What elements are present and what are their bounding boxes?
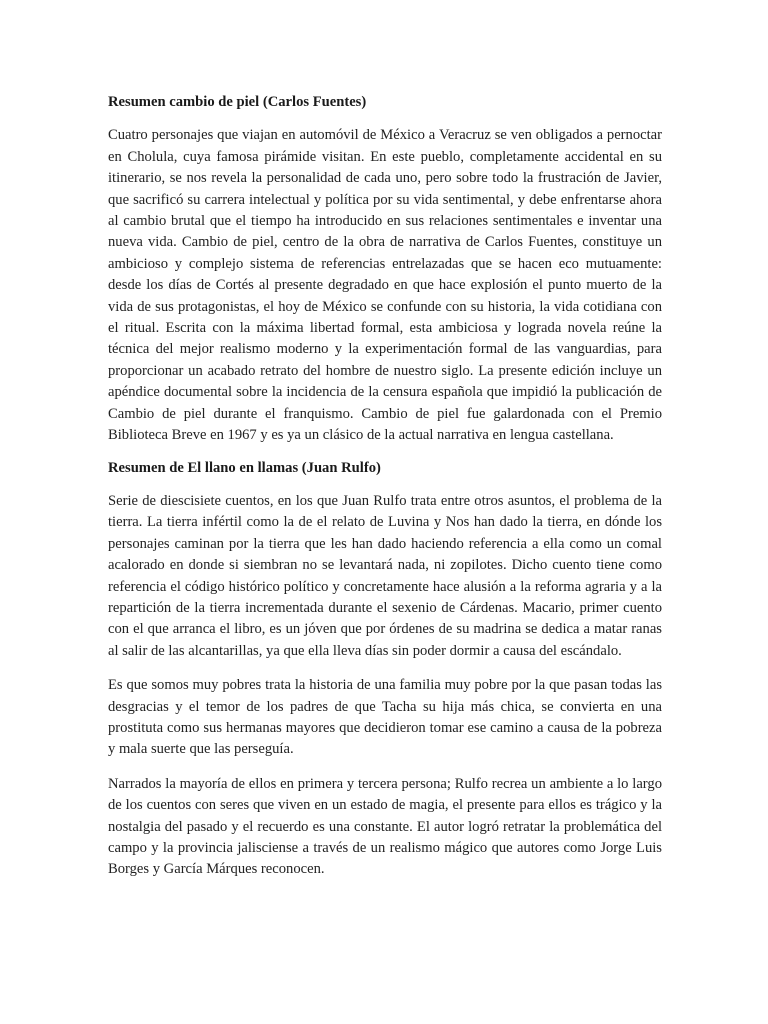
paragraph: Narrados la mayoría de ellos en primera y tercera persona; Rulfo recrea un ambiente a lo largo de los cuentos con seres que viven en un estado de magia, el presente para ellos es trágico y la nostalgia del pasado y el recuerdo es una constante. El autor logró retratar la problemática del campo y la provincia jalisciense a través de un realismo mágico que autores como Jorge Luis Borges y García Márques reconocen. (108, 775, 662, 878)
section-title: Resumen cambio de piel (Carlos Fuentes) (108, 94, 367, 110)
section-el-llano-en-llamas (108, 458, 662, 881)
section-title: Resumen de El llano en llamas (Juan Rulfo) (108, 459, 381, 476)
paragraph: Cuatro personajes que viajan en automóvil de México a Veracruz se ven obligados a pernoctar en Cholula, cuya famosa pirámide visitan. En este pueblo, completamente accidental en su itinerario, se nos revela la personalidad de cada uno, pero sobre todo la frustración de Javier, que sacrificó su carrera intelectual y política por su vida sentimental, y debe enfrentarse ahora al cambio brutal que el tiempo ha introducido en sus relaciones sentimentales e inventar una nueva vida. Cambio de piel, centro de la obra de narrativa de Carlos Fuentes, constituye un ambicioso y complejo sistema de referencias entrelazadas que se hacen eco mutuamente: desde los días de Cortés al presente degradado en que hace explosión el punto muerto de la vida de sus protagonistas, el hoy de México se confunde con su historia, la vida cotidiana con el ritual. Escrita con la máxima libertad formal, esta ambiciosa y lograda novela reúne la técnica del mejor realismo moderno y la experimentación formal de las vanguardias, para proporcionar un acabado retrato del hombre de nuestro siglo. La presente edición incluye un apéndice documental sobre la incidencia de la censura española que impidió la publicación de Cambio de piel durante el franquismo. Cambio de piel fue galardonada con el Premio Biblioteca Breve en 1967 y es ya un clásico de la actual narrativa en lengua castellana. (108, 127, 662, 444)
paragraph: Serie de diescisiete cuentos, en los que Juan Rulfo trata entre otros asuntos, el problema de la tierra. La tierra infértil como la de el relato de Luvina y Nos han dado la tierra, en dónde los personajes caminan por la tierra que les han dado haciendo referencia a ella como un comal acalorado en donde si siembran no se levantará nada, ni zopilotes. Dicho cuento tiene como referencia el código histórico político y concretamente hace alusión a la reforma agraria y a la repartición de la tierra incrementada durante el sexenio de Cárdenas. Macario, primer cuento con el que arranca el libro, es un jóven que por órdenes de su madrina se dedica a matar ranas al salir de las alcantarillas, ya que ella lleva días sin poder dormir a causa del escándalo. (108, 492, 662, 659)
section-cambio-de-piel (108, 92, 662, 447)
paragraph: Es que somos muy pobres trata la historia de una familia muy pobre por la que pasan todas las desgracias y el temor de los padres de que Tacha su hija más chica, se convierta en una prostituta como sus hermanas mayores que decidieron tomar ese camino a causa de la pobreza y mala suerte que las perseguía. (108, 677, 662, 758)
document-page (108, 92, 662, 894)
